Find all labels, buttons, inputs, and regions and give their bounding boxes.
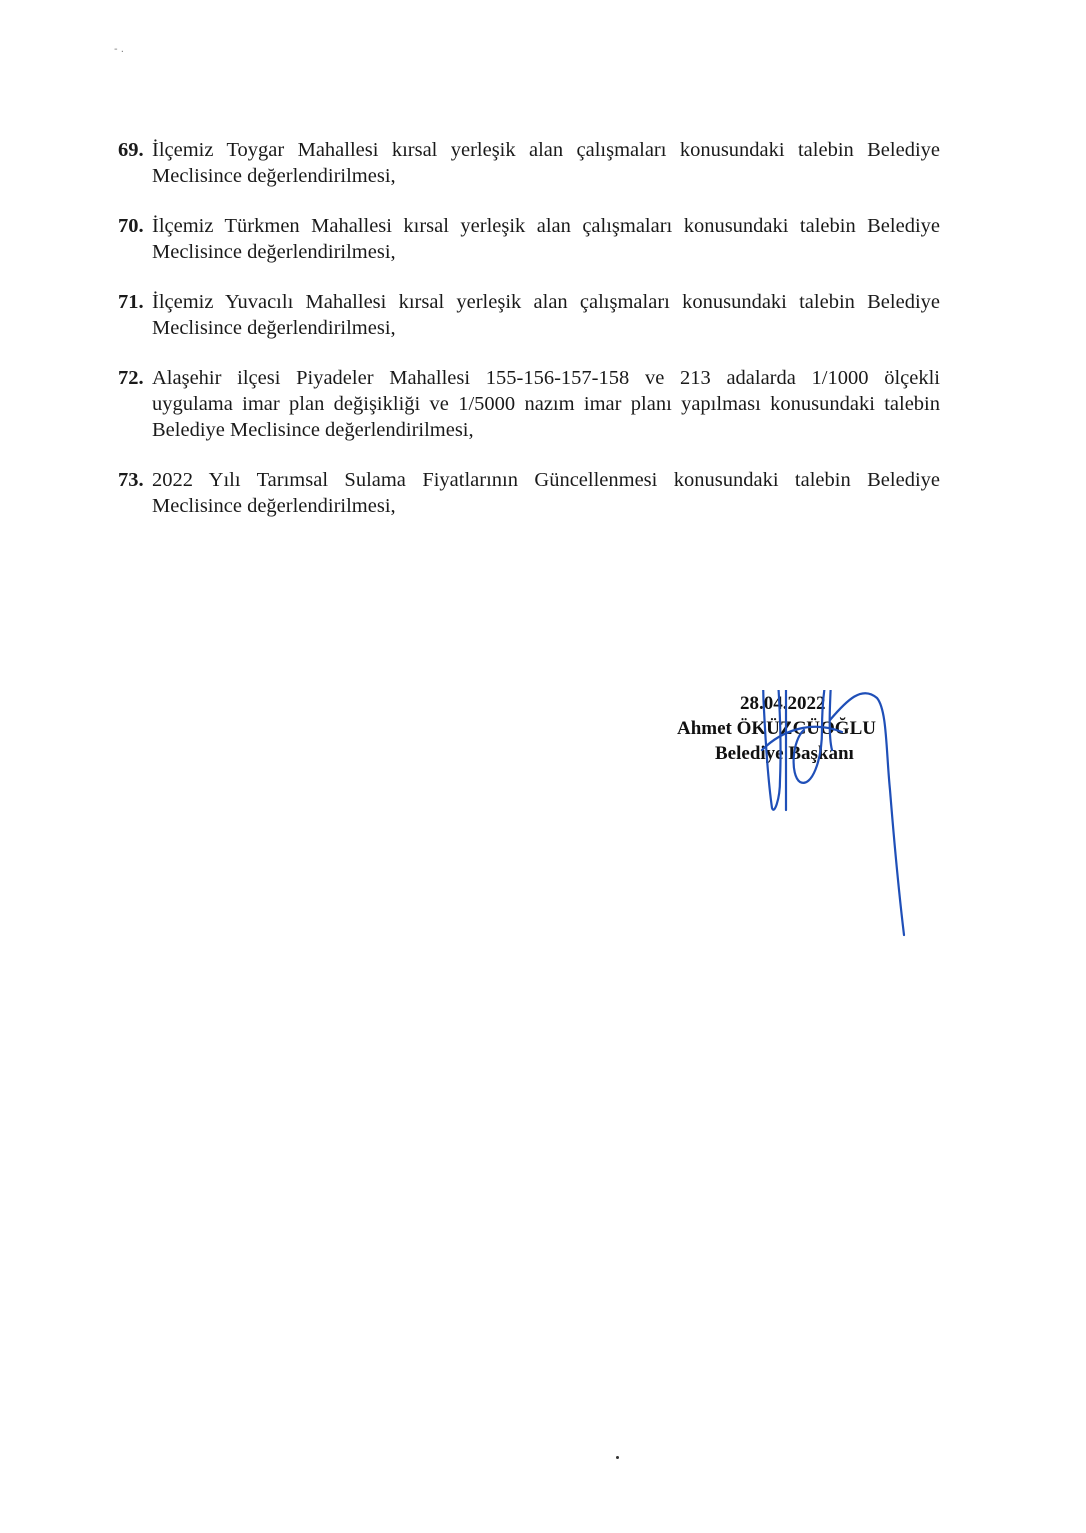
item-line: İlçemiz Türkmen Mahallesi kırsal yerleşik alan çalışmaları konusundaki talebin Belediye — [152, 215, 940, 237]
item-number: 72. — [118, 367, 144, 389]
item-number: 73. — [118, 469, 144, 491]
item-text — [152, 467, 940, 519]
page-dot — [616, 1456, 619, 1459]
agenda-item-73 — [118, 467, 940, 519]
item-line: Meclisince değerlendirilmesi, — [152, 495, 396, 517]
item-line: İlçemiz Toygar Mahallesi kırsal yerleşik alan çalışmaları konusundaki talebin Belediye — [152, 139, 940, 161]
item-line: Belediye Meclisince değerlendirilmesi, — [152, 419, 474, 441]
signature-block — [672, 690, 912, 940]
item-line: uygulama imar plan değişikliği ve 1/5000 nazım imar planı yapılması konusundaki talebin — [152, 393, 940, 415]
agenda-item-69 — [118, 137, 940, 189]
item-line: İlçemiz Yuvacılı Mahallesi kırsal yerleşik alan çalışmaları konusundaki talebin Belediye — [152, 291, 940, 313]
item-line: Meclisince değerlendirilmesi, — [152, 165, 396, 187]
item-text — [152, 289, 940, 341]
scan-corner-mark: - . — [114, 44, 124, 55]
item-number: 70. — [118, 215, 144, 237]
item-line: Alaşehir ilçesi Piyadeler Mahallesi 155-156-157-158 ve 213 adalarda 1/1000 ölçekli — [152, 367, 940, 389]
signatory-name: Ahmet ÖKÜZCÜOĞLU — [677, 718, 876, 739]
agenda-item-70 — [118, 213, 940, 265]
agenda-item-72 — [118, 365, 940, 443]
item-line: Meclisince değerlendirilmesi, — [152, 317, 396, 339]
agenda-item-71 — [118, 289, 940, 341]
item-text — [152, 213, 940, 265]
signature-date: 28.04.2022 — [740, 693, 826, 714]
item-line: Meclisince değerlendirilmesi, — [152, 241, 396, 263]
agenda-list — [118, 137, 940, 543]
item-number: 69. — [118, 139, 144, 161]
item-text — [152, 137, 940, 189]
item-text — [152, 365, 940, 443]
item-number: 71. — [118, 291, 144, 313]
signatory-title: Belediye Başkanı — [715, 743, 854, 764]
item-line: 2022 Yılı Tarımsal Sulama Fiyatlarının Güncellenmesi konusundaki talebin Belediye — [152, 469, 940, 491]
